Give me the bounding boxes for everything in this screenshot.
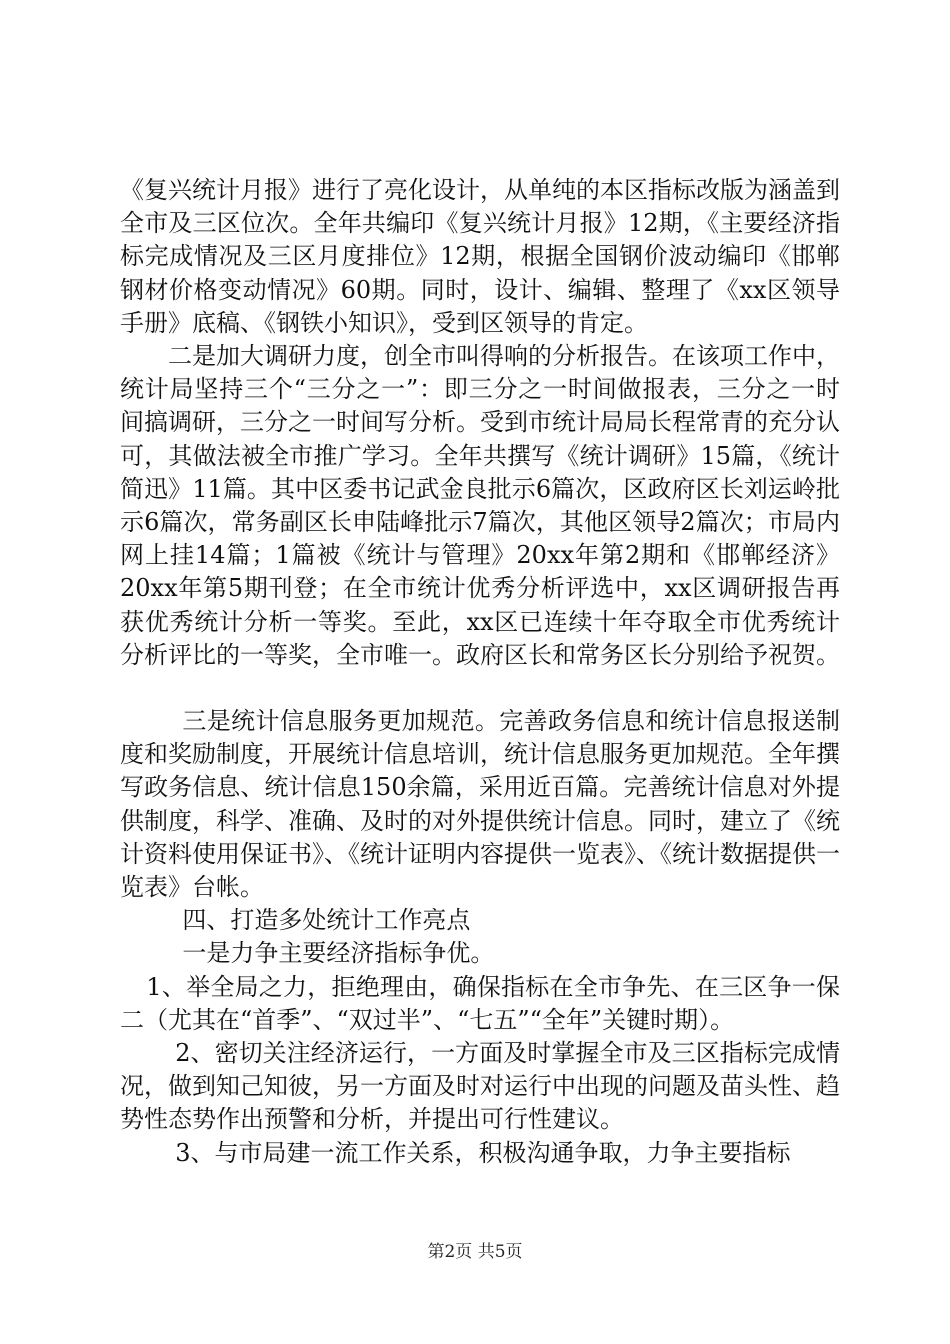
- paragraph-2: 二是加大调研力度，创全市叫得响的分析报告。在该项工作中，统计局坚持三个“三分之一”：即三分之一时间做报表，三分之一时间搞调研，三分之一时间写分析。受到市统计局局长程常青的充分认可，其做法被全市推广学习。全年共撰写《统计调研》15篇，《统计简迅》11篇。其中区委书记武金良批示6篇次，区政府区长刘运岭批示6篇次，常务副区长申陆峰批示7篇次，其他区领导2篇次；市局内网上挂14篇；1篇被《统计与管理》20xx年第2期和《邯郸经济》20xx年第5期刊登；在全市统计优秀分析评选中，xx区调研报告再获优秀统计分析一等奖。至此，xx区已连续十年夺取全市优秀统计分析评比的一等奖，全市唯一。政府区长和常务区长分别给予祝贺。: [120, 342, 840, 669]
- paragraph-1: 《复兴统计月报》进行了亮化设计，从单纯的本区指标改版为涵盖到全市及三区位次。全年共编印《复兴统计月报》12期，《主要经济指标完成情况及三区月度排位》12期，根据全国钢价波动编印《邯郸钢材价格变动情况》60期。同时，设计、编辑、整理了《xx区领导手册》底稿、《钢铁小知识》，受到区领导的肯定。: [120, 176, 840, 337]
- list-item-1: 1、举全局之力，拒绝理由，确保指标在全市争先、在三区争一保二（尤其在“首季”、“双过半”、“七五”“全年”关键时期）。: [120, 972, 840, 1034]
- subsection-heading: 一是力争主要经济指标争优。: [182, 939, 495, 968]
- list-item-3: 3、与市局建一流工作关系，积极沟通争取，力争主要指标: [175, 1138, 791, 1167]
- page-footer: 第2页 共5页: [427, 1242, 523, 1262]
- document-body: [120, 174, 840, 1170]
- section-heading: 四、打造多处统计工作亮点: [182, 906, 471, 935]
- paragraph-3: 三是统计信息服务更加规范。完善政务信息和统计信息报送制度和奖励制度，开展统计信息培训，统计信息服务更加规范。全年撰写政务信息、统计信息150余篇，采用近百篇。完善统计信息对外提供制度，科学、准确、及时的对外提供统计信息。同时，建立了《统计资料使用保证书》、《统计证明内容提供一览表》、《统计数据提供一览表》台帐。: [120, 707, 840, 902]
- list-item-2: 2、密切关注经济运行，一方面及时掌握全市及三区指标完成情况，做到知己知彼，另一方面及时对运行中出现的问题及苗头性、趋势性态势作出预警和分析，并提出可行性建议。: [120, 1039, 840, 1134]
